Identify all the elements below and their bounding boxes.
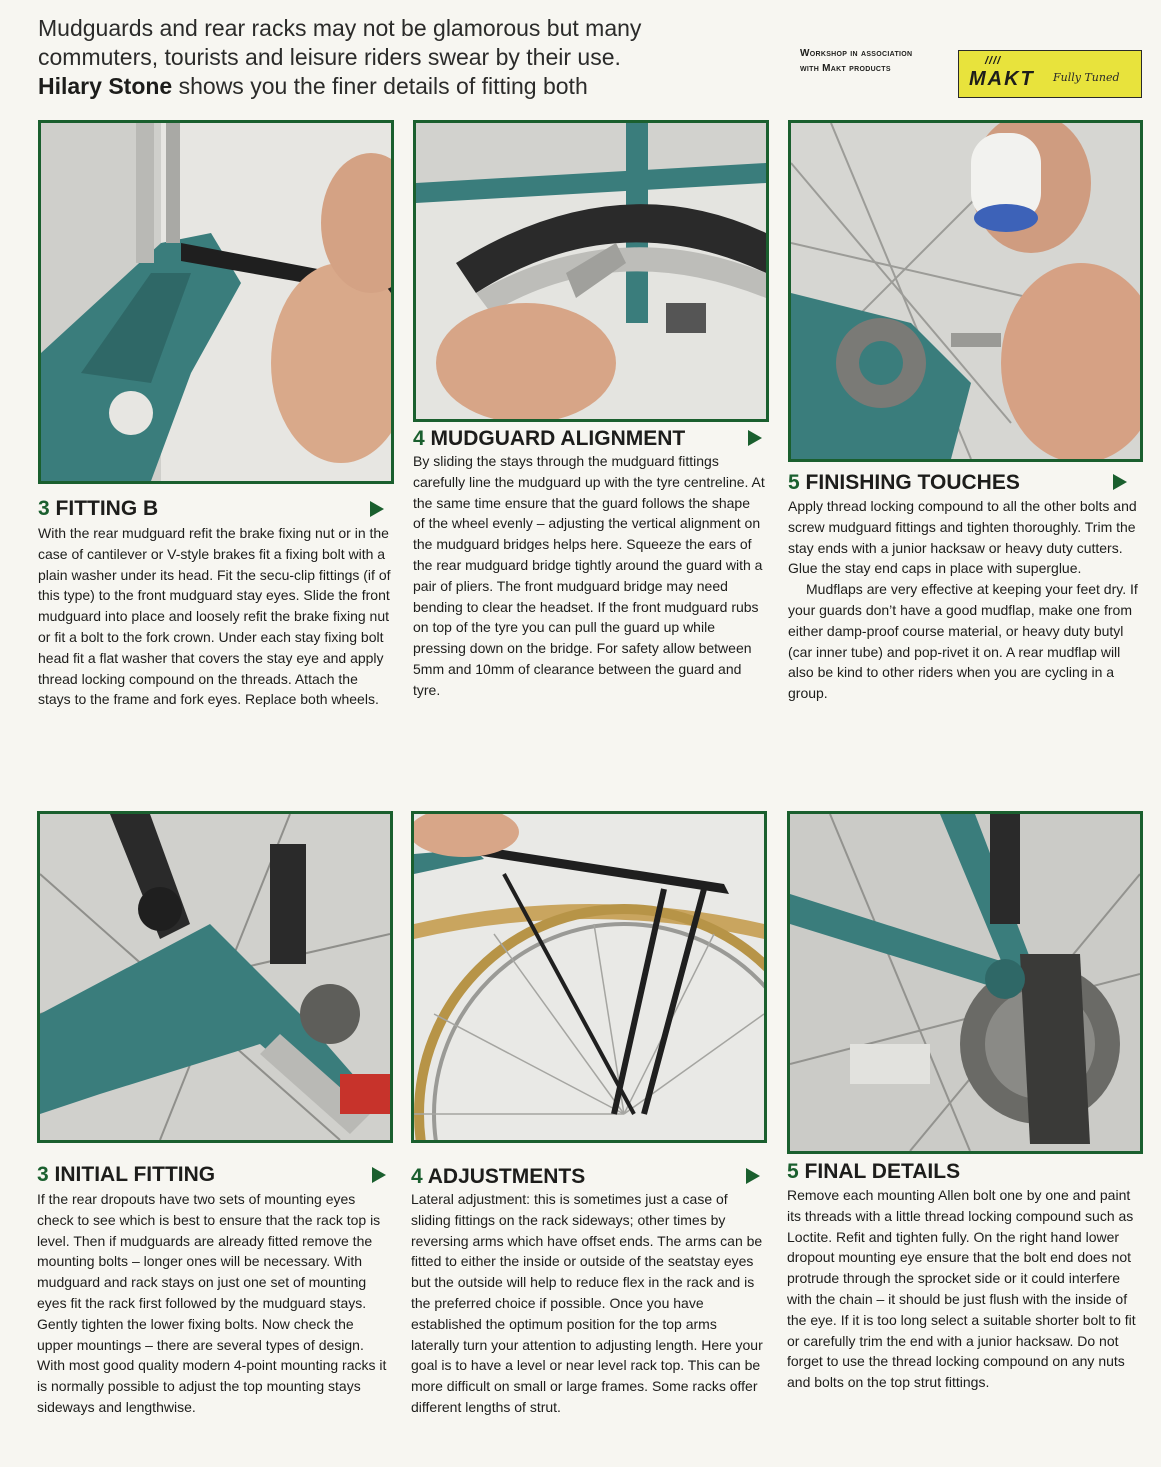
intro-line-3 <box>38 72 738 101</box>
photo-adjustments-graphic <box>414 814 764 1140</box>
step-number: 4 <box>411 1165 423 1188</box>
step-title: FITTING B <box>55 497 159 520</box>
step-title: MUDGUARD ALIGNMENT <box>430 427 686 450</box>
arrow-icon <box>370 501 384 517</box>
step-number: 3 <box>37 1163 49 1186</box>
paragraph: Apply thread locking compound to all the other bolts and screw mudguard fittings and tighten thoroughly. Trim the stay ends with a junior hacksaw or heavy duty cutters. Glue the stay end caps in place with superglue. <box>788 498 1137 577</box>
text-mudguard-alignment <box>413 451 765 701</box>
paragraph: Mudflaps are very effective at keeping your feet dry. If your guards don’t have a good mudflap, make one from either damp-proof course material, or heavy duty butyl (car inner tube) and pop-rivet it on. A rear mudflap will also be kind to other riders when you are cycling in a group. <box>788 581 1138 702</box>
intro-standfirst <box>38 14 738 101</box>
heading-initial-fitting <box>37 1163 215 1187</box>
text-adjustments <box>411 1189 763 1418</box>
photo-initial-fitting <box>37 811 393 1143</box>
text-finishing-touches <box>788 496 1140 704</box>
step-title: ADJUSTMENTS <box>427 1165 586 1188</box>
heading-final-details <box>787 1160 960 1184</box>
heading-adjustments <box>411 1165 585 1189</box>
intro-line-3-rest: shows you the finer details of fitting both <box>172 73 588 99</box>
arrow-icon <box>372 1167 386 1183</box>
author-name: Hilary Stone <box>38 73 173 99</box>
photo-final-details-graphic <box>790 814 1140 1151</box>
photo-finishing-touches <box>788 120 1143 462</box>
step-number: 3 <box>38 497 50 520</box>
photo-initial-fitting-graphic <box>40 814 390 1140</box>
intro-line-1: Mudguards and rear racks may not be glamorous but many <box>38 15 642 41</box>
heading-mudguard-alignment <box>413 427 685 451</box>
step-title: FINAL DETAILS <box>804 1160 961 1183</box>
paragraph: By sliding the stays through the mudguard fittings carefully line the mudguard up with the tyre centreline. At the same time ensure that the guard follows the shape of the wheel evenly – adjusting the vertical alignment on the mudguard bridges helps here. Squeeze the ears of the rear mudguard bridge tightly around the guard with a pair of pliers. The front mudguard bridge may need bending to clear the headset. If the front mudguard rubs on top of the tyre you can pull the guard up while pressing down on the bridge. For safety allow between 5mm and 10mm of clearance between the guard and tyre. <box>413 453 765 698</box>
photo-fitting-b <box>38 120 394 484</box>
logo-brand: MAKT <box>969 68 1035 90</box>
makt-logo <box>958 50 1142 98</box>
logo-tagline: Fully Tuned <box>1053 71 1120 84</box>
sponsor-note <box>800 46 950 76</box>
logo-lines: //// <box>985 55 1002 67</box>
intro-line-2: commuters, tourists and leisure riders swear by their use. <box>38 44 621 70</box>
photo-mudguard-alignment <box>413 120 769 422</box>
arrow-icon <box>1113 474 1127 490</box>
photo-final-details <box>787 811 1143 1154</box>
photo-fitting-b-graphic <box>41 123 391 481</box>
arrow-icon <box>748 430 762 446</box>
text-final-details <box>787 1185 1139 1393</box>
heading-fitting-b <box>38 497 158 521</box>
photo-adjustments <box>411 811 767 1143</box>
paragraph: Remove each mounting Allen bolt one by one and paint its threads with a little thread locking compound such as Loctite. Refit and tighten fully. On the right hand lower dropout mounting eye ensure that the bolt end does not protrude through the sprocket side or it could interfere with the chain – it should be just flush with the inside of the eye. If it is too long select a suitable shorter bolt to fit or carefully trim the end with a junior hacksaw. Do not forget to use the thread locking compound on any nuts and bolts on the top strut fittings. <box>787 1187 1136 1391</box>
photo-finishing-touches-graphic <box>791 123 1140 459</box>
step-number: 5 <box>787 1160 799 1183</box>
paragraph: With the rear mudguard refit the brake fixing nut or in the case of cantilever or V-style brakes fit a fixing bolt with a plain washer under its head. Fit the secu-clip fittings (if of this type) to the front mudguard stay eyes. Slide the front mudguard into place and loosely refit the brake fixing nut or fit a bolt to the fork crown. Under each stay fixing bolt head fit a flat washer that covers the stay eye and apply thread locking compound on the threads. Attach the stays to the frame and fork eyes. Replace both wheels. <box>38 525 391 708</box>
step-number: 4 <box>413 427 425 450</box>
sponsor-line-1: Workshop in association <box>800 48 913 59</box>
photo-mudguard-alignment-graphic <box>416 123 766 419</box>
step-number: 5 <box>788 471 800 494</box>
paragraph: Lateral adjustment: this is sometimes just a case of sliding fittings on the rack sideways; other times by reversing arms which have offset ends. The arms can be fitted to either the inside or outside of the seatstay eyes but the outside will help to reduce flex in the rack and is the preferred choice if possible. Once you have established the optimum position for the top arms laterally turn your attention to adjusting length. Here your goal is to have a level or near level rack top. This can be more difficult on small or large frames. Some racks offer different lengths of strut. <box>411 1191 763 1415</box>
arrow-icon <box>746 1168 760 1184</box>
heading-finishing-touches <box>788 471 1020 495</box>
step-title: FINISHING TOUCHES <box>805 471 1020 494</box>
text-fitting-b <box>38 523 394 710</box>
sponsor-line-2: with Makt products <box>800 63 891 74</box>
paragraph: If the rear dropouts have two sets of mounting eyes check to see which is best to ensure that the rack top is level. Then if mudguards are already fitted remove the mounting bolts – longer ones will be necessary. With mudguard and rack stays on just one set of mounting eyes fit the rack first followed by the mudguard stays. Gently tighten the lower fixing bolts. Now check the upper mountings – there are several types of design. With most good quality modern 4-point mounting racks it is normally possible to adjust the top mounting stays sideways and lengthwise. <box>37 1191 387 1415</box>
step-title: INITIAL FITTING <box>54 1163 216 1186</box>
text-initial-fitting <box>37 1189 392 1418</box>
